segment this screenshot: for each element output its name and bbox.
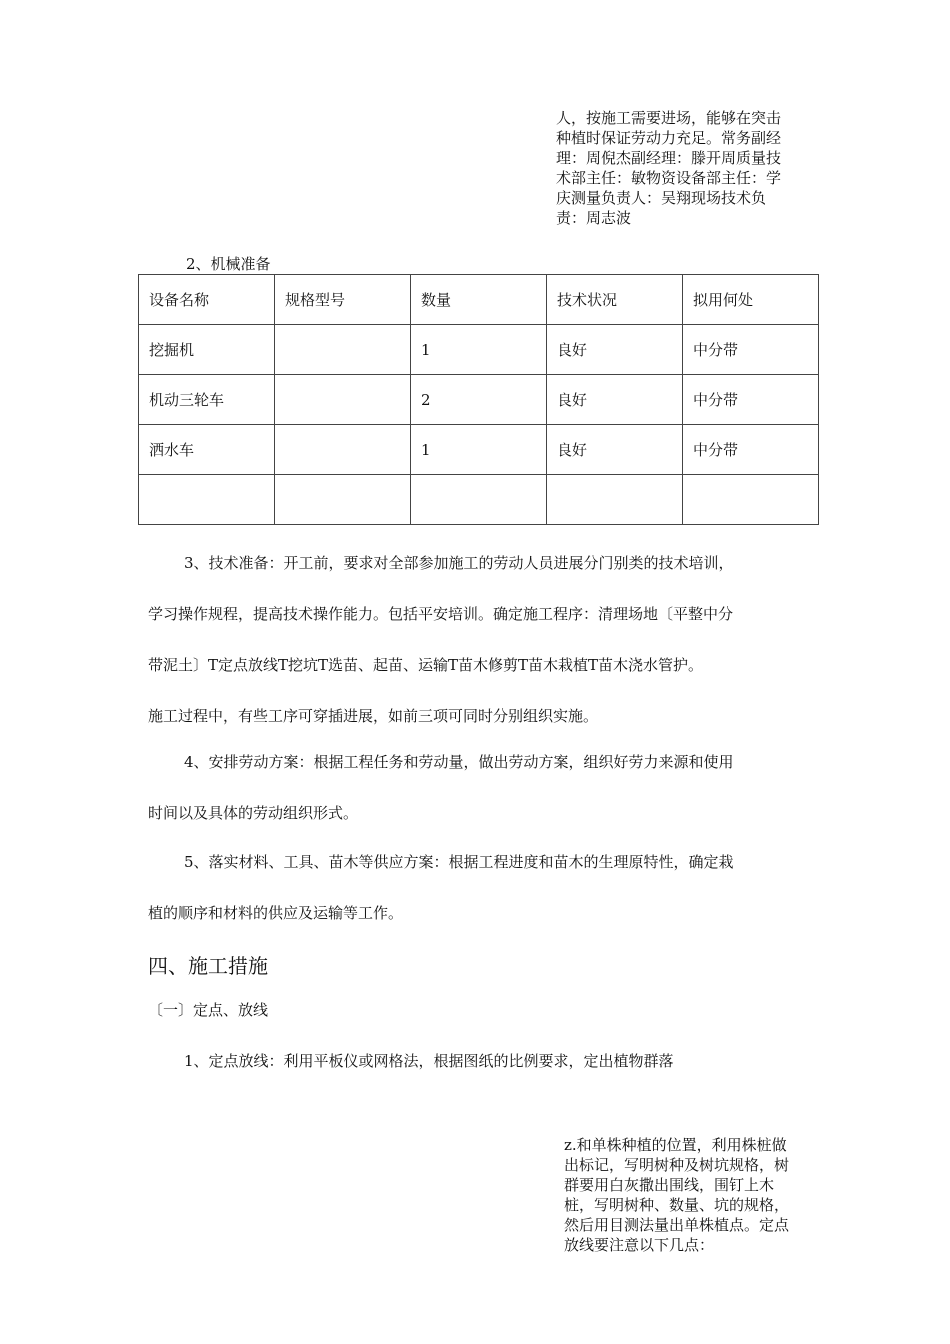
table-row: [139, 425, 819, 475]
staking-text-block: z.和单株种植的位置，利用株桩做 出标记，写明树种及树坑规格，树 群要用白灰撒出围线，围钉上木 桩，写明树种、数量、坑的规格， 然后用目测法量出单株植点。定点 放线要注意以下几点：: [564, 1136, 790, 1254]
machinery-caption: 2、机械准备: [186, 255, 271, 273]
table-cell: 中分带: [683, 325, 819, 375]
table-cell: 中分带: [683, 375, 819, 425]
table-cell: 良好: [547, 425, 683, 475]
table-cell: [547, 475, 683, 525]
table-cell: 1: [411, 425, 547, 475]
table-row: [139, 325, 819, 375]
section-title: 四、施工措施: [148, 954, 268, 978]
paragraph-line: 5、落实材料、工具、苗木等供应方案：根据工程进度和苗木的生理原特性，确定栽: [184, 853, 734, 871]
header-cell: 拟用何处: [683, 275, 819, 325]
table-cell: [139, 475, 275, 525]
staff-text-block: 人，按施工需要进场，能够在突击 种植时保证劳动力充足。常务副经 理：周倪杰副经理：滕开周质量技 术部主任：敏物资设备部主任：学 庆测量负责人：吴翔现场技术负 责：周志波: [556, 109, 782, 227]
table-cell: 2: [411, 375, 547, 425]
table-cell: 良好: [547, 375, 683, 425]
table-cell: [275, 475, 411, 525]
subsection-title: 〔一〕定点、放线: [148, 1001, 269, 1019]
table-cell: 中分带: [683, 425, 819, 475]
table-cell: 洒水车: [139, 425, 275, 475]
table-row: [139, 375, 819, 425]
paragraph-line: 学习操作规程，提高技术操作能力。包括平安培训。确定施工程序：清理场地〔平整中分: [148, 605, 734, 623]
table-cell: 机动三轮车: [139, 375, 275, 425]
table-cell: 良好: [547, 325, 683, 375]
table-cell: [275, 375, 411, 425]
paragraph-line: 带泥土〕T定点放线T挖坑T选苗、起苗、运输T苗木修剪T苗木栽植T苗木浇水管护。: [148, 656, 704, 674]
table-cell: 挖掘机: [139, 325, 275, 375]
header-cell: 设备名称: [139, 275, 275, 325]
table-cell: [683, 475, 819, 525]
labor-plan-paragraph: [148, 737, 820, 839]
table-cell: 1: [411, 325, 547, 375]
table-row: [139, 475, 819, 525]
table-header-row: [139, 275, 819, 325]
staking-paragraph: 1、定点放线：利用平板仪或网格法，根据图纸的比例要求，定出植物群落: [184, 1052, 674, 1070]
paragraph-line: 4、安排劳动方案：根据工程任务和劳动量，做出劳动方案，组织好劳力来源和使用: [184, 753, 734, 771]
table-cell: [275, 425, 411, 475]
header-cell: 数量: [411, 275, 547, 325]
equipment-table: [138, 274, 819, 525]
materials-plan-paragraph: [148, 837, 820, 939]
paragraph-line: 时间以及具体的劳动组织形式。: [148, 804, 359, 822]
header-cell: 规格型号: [275, 275, 411, 325]
paragraph-line: 3、技术准备：开工前，要求对全部参加施工的劳动人员进展分门别类的技术培训，: [184, 554, 734, 572]
table-cell: [275, 325, 411, 375]
table-cell: [411, 475, 547, 525]
paragraph-line: 植的顺序和材料的供应及运输等工作。: [148, 904, 404, 922]
header-cell: 技术状况: [547, 275, 683, 325]
tech-prep-paragraph: [148, 538, 820, 742]
paragraph-line: 施工过程中，有些工序可穿插进展，如前三项可同时分别组织实施。: [148, 707, 599, 725]
